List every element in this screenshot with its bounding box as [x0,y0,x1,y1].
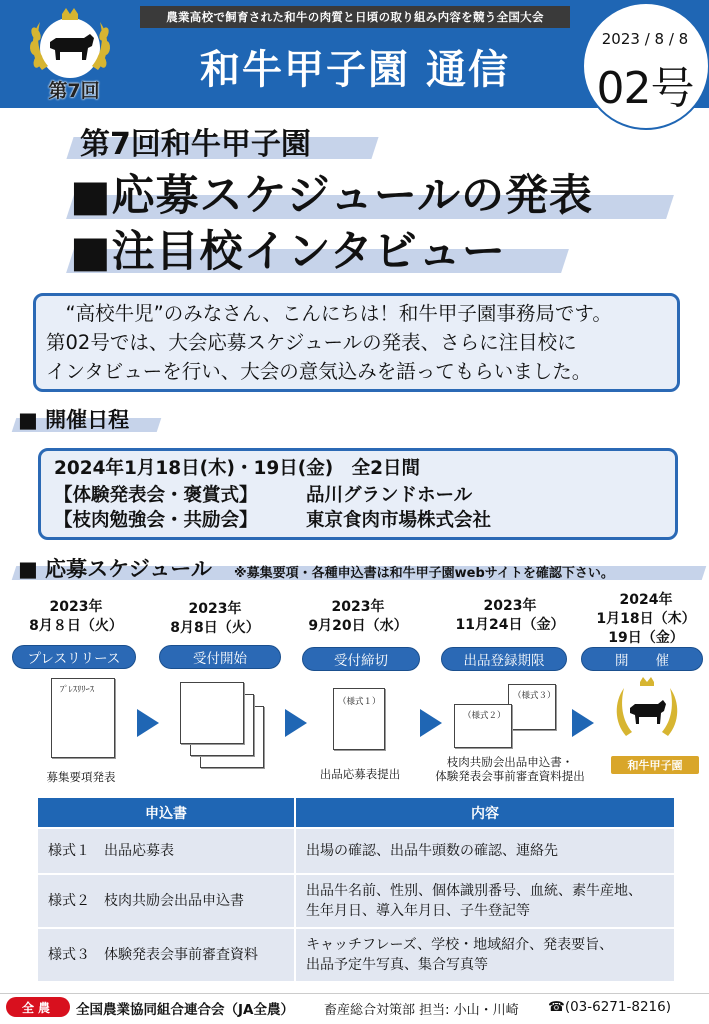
event-dates: 2024年1月18日(木)・19日(金) 全2日間 [54,458,421,479]
intro-line: 第02号では、大会応募スケジュールの発表、さらに注目校に [46,331,577,354]
step-pill-registration-deadline: 出品登録期限 [441,647,567,671]
step-day: 11月24日（金） [455,617,565,633]
step-year: 2023年 [331,599,385,615]
form-content [295,874,675,928]
caption-line: 体験発表会事前審査資料提出 [435,769,585,783]
step-caption: 出品応募表提出 [319,767,401,781]
table-header-row [37,797,675,828]
table-row [37,928,675,982]
content-line: 出品牛名前、性別、個体識別番号、血統、素牛産地、 [306,883,642,899]
step-year: 2023年 [49,599,103,615]
headline-interview: ■注目校インタビュー [70,227,506,277]
step-pill-event: 開 催 [581,647,703,671]
step-date [26,598,126,636]
column-header: 申込書 [37,797,295,828]
document-icon [180,682,244,744]
caption-line: 枝肉共励会出品申込書・ [446,755,574,769]
step-year: 2023年 [188,601,242,617]
event-name: 【枝肉勉強会・共励会】 [54,510,258,531]
newsletter-title: 和牛甲子園 通信 [200,46,510,93]
headline-event: 第7回和牛甲子園 [80,127,311,162]
edition-label: 第7回 [48,80,100,102]
intro-line: “高校牛児”のみなさん、こんにちは！和牛甲子園事務局です。 [46,302,612,325]
step-pill-reception-start: 受付開始 [159,645,281,669]
event-badge: 和牛甲子園 [611,756,699,774]
step-pill-reception-close: 受付締切 [302,647,420,671]
arrow-right-icon [420,709,442,737]
footer-divider [0,993,709,994]
form-name: 様式１ 出品応募表 [37,828,295,874]
table-row [37,828,675,874]
event-name: 【体験発表会・褒賞式】 [54,485,258,506]
intro-line: インタビューを行い、大会の意気込みを語ってもらいました。 [46,360,592,383]
event-venue: 品川グランドホール [306,485,473,506]
document-label: （様式１） [338,697,381,707]
document-icon [333,688,385,750]
wagyu-koshien-badge-icon [612,676,682,758]
step-day: 8月８日（火） [29,618,123,634]
form-content [295,828,675,874]
form-name: 様式３ 体験発表会事前審査資料 [37,928,295,982]
step-year: 2023年 [483,598,537,614]
step-date [586,591,706,648]
document-label: （様式３） [513,691,556,701]
ja-zennoh-logo: 全農 [6,997,70,1017]
step-date [303,598,413,636]
header-tagline: 農業高校で飼育された和牛の肉質と日頃の取り組み内容を競う全国大会 [140,6,570,28]
step-year: 2024年 [619,592,673,608]
content-line: 生年月日、導入年月日、子牛登記等 [306,903,530,919]
column-header: 内容 [295,797,675,828]
step-day: 8月8日（火） [170,620,260,636]
intro-text [46,299,671,386]
document-label: （様式２） [463,711,506,721]
step-day: 1月18日（木） [596,611,696,627]
forms-table [36,796,676,983]
table-row [37,874,675,928]
step-date [450,597,570,635]
footer-phone: ☎(03-6271-8216) [548,999,671,1015]
document-icon [51,678,115,758]
footer-department: 畜産総合対策部 担当: 小山・川崎 [324,1003,519,1018]
content-line: 出品予定牛写真、集合写真等 [306,957,488,973]
step-date [165,600,265,638]
document-label: ﾌﾟﾚｽﾘﾘｰｽ [60,685,95,695]
document-icon [508,684,556,730]
arrow-right-icon [572,709,594,737]
step-caption: 募集要項発表 [46,770,116,784]
step-pill-press-release: プレスリリース [12,645,136,669]
form-name: 様式２ 枝肉共励会出品申込書 [37,874,295,928]
step-day: 9月20日（水） [308,618,408,634]
event-venue: 東京食肉市場株式会社 [306,510,492,531]
document-icon [454,704,512,748]
form-content [295,928,675,982]
section-heading-dates: ■ 開催日程 [18,408,130,432]
headline-schedule: ■応募スケジュールの発表 [70,171,594,221]
schedule-note: ※募集要項・各種申込書は和牛甲子園webサイトを確認下さい。 [234,566,614,581]
footer-organization: 全国農業協同組合連合会（JA全農） [76,1002,294,1018]
issue-date: 2023 / 8 / 8 [601,30,689,48]
content-line: 出場の確認、出品牛頭数の確認、連絡先 [306,843,558,859]
issue-number: 02号 [596,63,694,114]
step-day: 19日（金） [608,630,684,646]
step-caption [420,755,600,783]
arrow-right-icon [137,709,159,737]
arrow-right-icon [285,709,307,737]
content-line: キャッチフレーズ、学校・地域紹介、発表要旨、 [306,937,614,953]
section-heading-schedule: ■ 応募スケジュール [18,557,212,581]
